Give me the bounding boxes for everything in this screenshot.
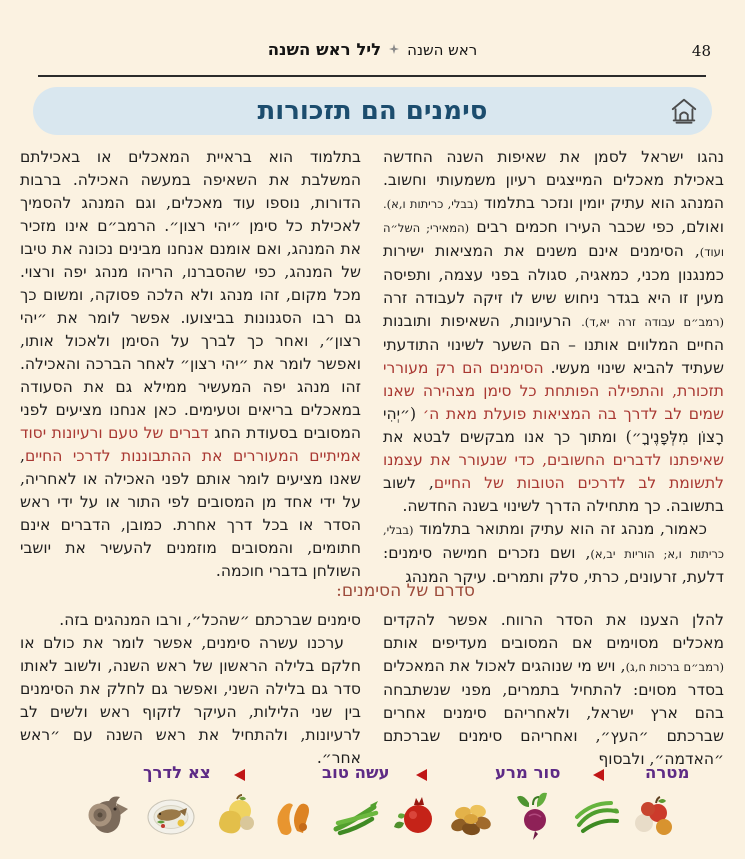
label-turn-from-evil: סור מרע — [495, 763, 561, 782]
body-text: להלן הצענו את הסדר הרווח. אפשר להקדים מאכלים מסוימים אם המסובים מעדיפים אותם — [383, 611, 724, 652]
pomegranate-icon — [390, 789, 442, 845]
green-beans-icon — [571, 789, 623, 845]
fish-plate-icon — [145, 789, 197, 845]
column-left-section2 — [20, 609, 361, 767]
body-text: הרעיונות, השאיפות ותובנות החיים המלווים אותנו – הם השער לשינוי התודעתי שעתיד להביא שינוי מעשי. — [383, 312, 724, 377]
simanim-category-labels — [0, 763, 745, 789]
home-icon[interactable] — [669, 96, 699, 130]
label-goal: מטרה — [645, 763, 690, 782]
ram-head-icon — [82, 789, 134, 845]
body-text: כאמור, מנהג זה הוא עתיק ומתואר בתלמוד — [413, 520, 707, 538]
emphasis-text: הסימנים הם רק מעוררי תזכורת, והתפילה הפותחת כל סימן מצהירה שאנו שמים לב לדרך בה המציאות פועלת מאת ה׳ — [383, 359, 724, 423]
apples-honey-icon — [628, 789, 680, 845]
body-text: , ושם נזכרים חמישה סימנים: דלעת, זרעונים, כרתי, סלק ותמרים. עיקר המנהג — [383, 544, 724, 586]
source-citation: (המאירי; השל״ה ועוד) — [383, 221, 724, 259]
body-text: , הסימנים אינם משנים את המציאות ישירות כמנגנון מכני, כמאגיה, סגולה בפני עצמה, ותפיסה מעין זו היא בגדר ניחוש שיש לו זיקה לעבודה זרה — [383, 242, 724, 307]
column-right-section2 — [383, 609, 724, 767]
gourd-icon — [267, 789, 319, 845]
source-citation: (רמב״ם ברכות ח,ג) — [625, 660, 724, 674]
source-citation: (בבלי, כריתות ו,א; הוריות יב,א) — [383, 523, 724, 561]
quince-icon — [209, 789, 261, 845]
paragraph — [20, 146, 361, 583]
body-text: , ויש מי שנוהגים לאכול את המאכלים בסדר מסוים: להתחיל בתמרים, מפני שנשתבחה בהם ארץ ישראל, ולאחריהם סימנים אחרים שברכתם ״העץ״, ואחריהם סימנים שברכתם ״האדמה״, ולבסוף — [383, 657, 724, 767]
emphasis-text: דברים של טעם ורעיונות יסוד אמיתיים המעוררים את ההתבוננות לדרכי החיים — [20, 424, 361, 465]
paragraph — [20, 632, 361, 767]
body-text: , שאנו מציעים לומר אותם לפני האכילה או לאחריה, על ידי אחד מן המסובים לפי התור או על ידי ראש הסדר או בכל דרך אחרת. כמובן, הדברים אינם חתומים, והמסובים מוזמנים להעשיר את יושבי השולחן בדברי חוכמה. — [20, 447, 361, 580]
paragraph — [383, 146, 724, 518]
body-text: נהגו ישראל לסמן את שאיפות השנה החדשה באכילת מאכלים המייצגים רעיון משמעותי וחשוב. המנהג הוא עתיק יומין ונזכר בתלמוד — [383, 148, 724, 212]
body-text: סימנים שברכתם ״שהכל״, ורבו המנהגים בזה. — [59, 611, 361, 629]
header-rule — [38, 75, 706, 77]
title-banner — [33, 87, 712, 135]
label-set-out: צא לדרך — [143, 763, 211, 782]
running-head — [0, 40, 745, 59]
emphasis-text: שאיפתנו לדברים החשובים, כדי שנעורר את עצמנו לתשומת לב לדרכים הטובות של החיים — [383, 451, 724, 492]
body-text: ואולם, כפי שכבר העירו חכמים רבים — [469, 218, 724, 236]
leek-icon — [330, 789, 382, 845]
source-citation: (בבלי, כריתות ו,א). — [383, 197, 479, 211]
beet-icon — [509, 789, 561, 845]
source-citation: (רמב״ם עבודה זרה יא,ד). — [581, 315, 724, 329]
left-arrow-icon — [416, 769, 427, 781]
body-text: , לשוב בתשובה. כך מתחילה הדרך לשינוי בשנה החדשה. — [383, 474, 724, 515]
page-title: סימנים הם תזכורות — [257, 96, 488, 126]
column-left-section1 — [20, 146, 361, 586]
left-arrow-icon — [234, 769, 245, 781]
running-head-left: ליל ראש השנה — [267, 40, 382, 59]
running-head-right: ראש השנה — [407, 41, 478, 59]
paragraph — [383, 609, 724, 767]
dates-icon — [445, 789, 497, 845]
diamond-separator-icon — [389, 40, 399, 58]
section-heading: סדרם של הסימנים: — [336, 581, 475, 601]
paragraph — [20, 609, 361, 632]
body-text: (״יְהִי רָצוֹן מִלְּפָנֶיךָ״) ומתוך כך אנו מבקשים לבטא את — [383, 405, 724, 446]
body-text: בתלמוד הוא בראיית המאכלים או באכילתם המשלבת את השאיפה במעשה האכילה. ברבות הדורות, נוספו עוד מאכלים, וגם המנהג להסמיך לאכילת כל סימן ״יהי רצון״. הרמב״ם אינו מזכיר את המנהג, ואם אומנם אנחנו מבינים נכונה את טיבו של המנהג, כפי שהסברנו, הריהו מנהג יפה ורצוי. מכל מקום, זהו מנהג ולא הלכה פסוקה, ומשום כך גם רבו הסגנונות בביצועו. אפשר לומר את ״יהי רצון״, ואחר כך לברך על הסימן ולאכול אותו, ואפשר לומר את ״יהי רצון״ לאחר הברכה והאכילה. זהו מנהג יפה המעשיר ממילא גם את הסעודה במאכלים בריאים וטעימים. כאן אנחנו מציעים לפני המסובים בסעודת החג — [20, 148, 361, 442]
body-text: ערכנו עשרה סימנים, אפשר לומר את כולם או חלקם בלילה הראשון של ראש השנה, ולשוב לאותו סדר גם בלילה השני, ואפשר גם לחלק את הסימנים בין שני הלילות, העיקר לזקוף ראש ולשים לב לרעיונות, ולהתחיל את ראש השנה עם ״ראש אחר״. — [20, 634, 361, 767]
paragraph — [383, 518, 724, 586]
label-do-good: עשה טוב — [322, 763, 390, 782]
left-arrow-icon — [593, 769, 604, 781]
simanim-food-icons — [0, 789, 745, 851]
column-right-section1 — [383, 146, 724, 586]
page-number: 48 — [691, 42, 711, 60]
